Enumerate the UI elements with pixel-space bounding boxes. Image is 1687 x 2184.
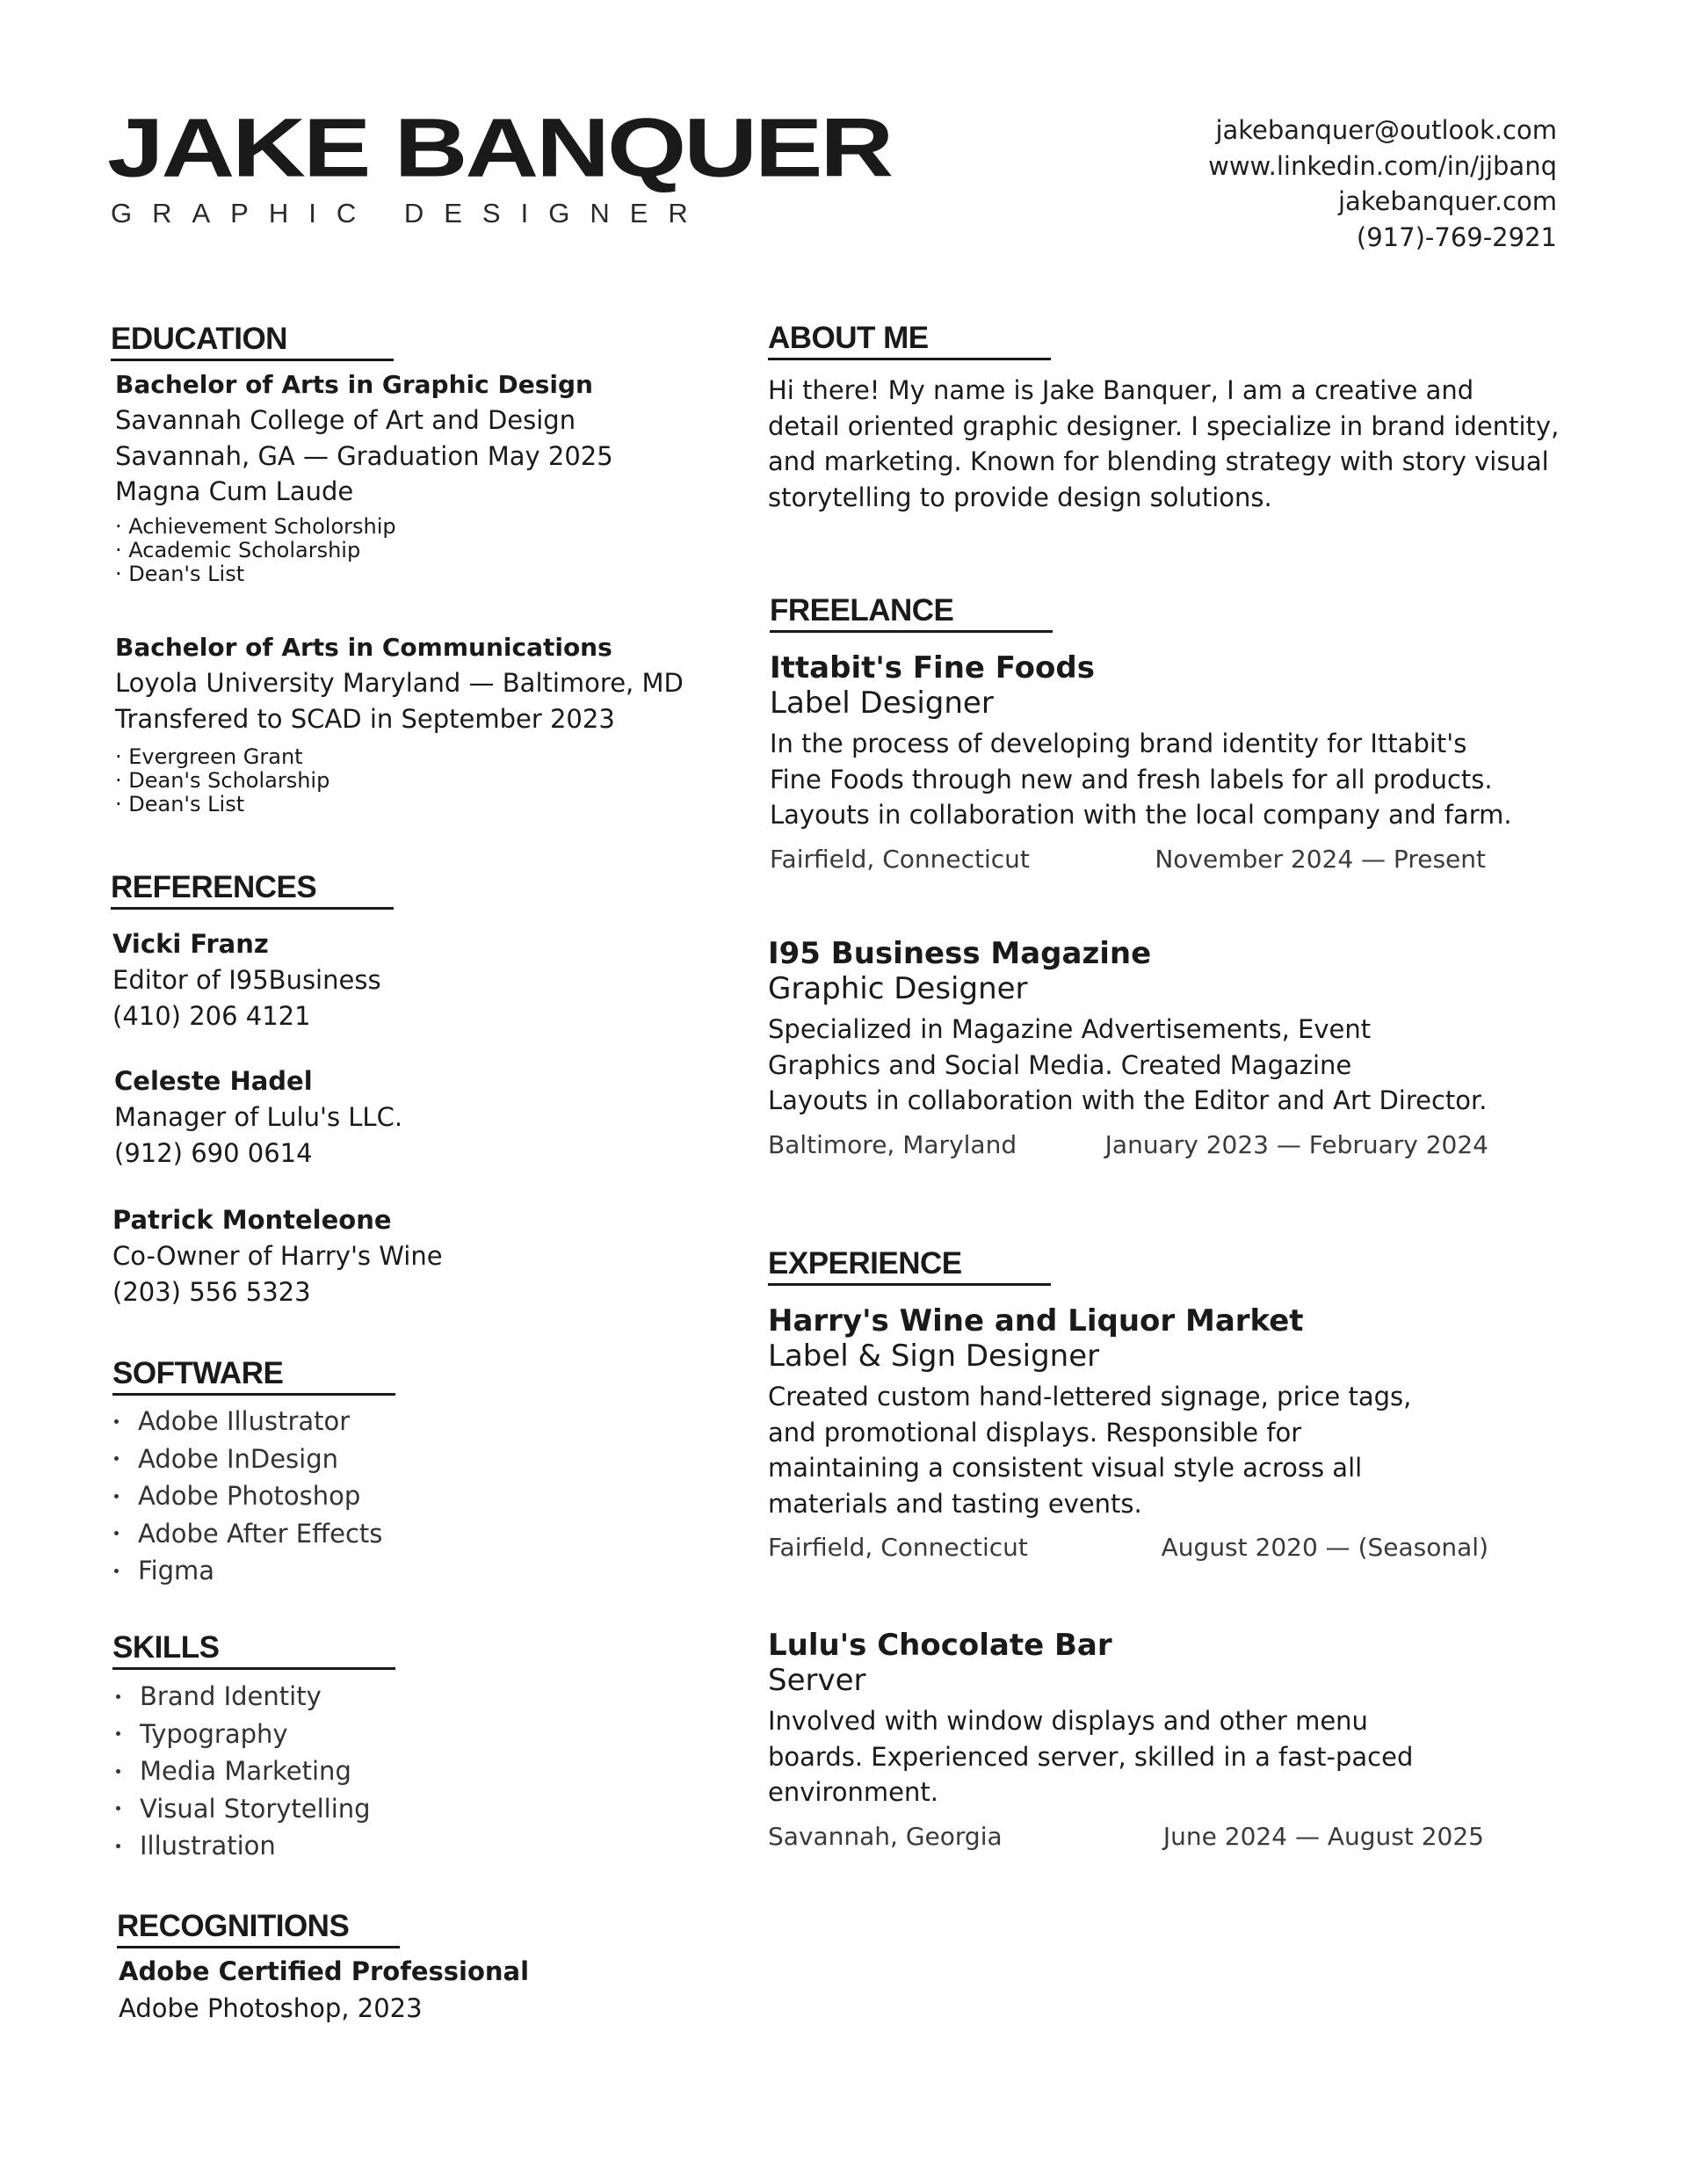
reference-entry	[114, 1063, 402, 1172]
job-description-line: Layouts in collaboration with the local company and farm.	[770, 800, 1512, 830]
list-item: Adobe After Effects	[111, 1515, 382, 1553]
list-item: Visual Storytelling	[112, 1790, 371, 1828]
honor-item: · Dean's Scholarship	[115, 768, 330, 793]
job-description-line: boards. Experienced server, skilled in a fast-paced	[768, 1741, 1414, 1772]
reference-phone: (203) 556 5323	[112, 1277, 311, 1307]
job-role: Server	[768, 1663, 866, 1698]
list-item: Adobe InDesign	[111, 1440, 382, 1478]
recognitions-heading: RECOGNITIONS	[117, 1909, 400, 1948]
job-description-line: Layouts in collaboration with the Editor and Art Director.	[768, 1085, 1488, 1115]
resume-name: JAKE BANQUER	[107, 100, 892, 194]
job-company: Harry's Wine and Liquor Market	[768, 1303, 1304, 1339]
reference-entry	[112, 1202, 443, 1310]
list-item: Brand Identity	[112, 1678, 371, 1716]
job-location: Fairfield, Connecticut	[768, 1533, 1028, 1562]
job-role: Label Designer	[770, 686, 994, 721]
job-description-line: In the process of developing brand identity for Ittabit's	[770, 729, 1467, 758]
degree-line: Loyola University Maryland — Baltimore, MD	[115, 668, 684, 698]
job-entry	[770, 650, 1512, 877]
skills-list	[112, 1678, 371, 1865]
about-heading: ABOUT ME	[768, 321, 1051, 360]
recognition-title: Adobe Certified Professional	[119, 1956, 530, 1986]
reference-role: Editor of I95Business	[112, 965, 381, 995]
degree-title: Bachelor of Arts in Communications	[115, 633, 612, 662]
bullet-icon	[116, 1769, 120, 1774]
job-meta	[768, 1128, 1488, 1163]
job-role: Graphic Designer	[768, 971, 1028, 1006]
contact-website[interactable]: jakebanquer.com	[1337, 186, 1557, 216]
list-item: Typography	[112, 1716, 371, 1753]
job-description-line: Fine Foods through new and fresh labels for all products.	[770, 764, 1493, 795]
degree-line: Savannah, GA — Graduation May 2025	[115, 440, 613, 471]
job-dates: August 2020 — (Seasonal)	[1161, 1533, 1488, 1562]
recognition-detail: Adobe Photoshop, 2023	[119, 1993, 423, 2023]
contact-block	[1208, 112, 1557, 255]
job-title: GRAPHIC DESIGNER	[111, 198, 708, 229]
honor-item: · Dean's List	[115, 792, 245, 816]
degree-line: Transfered to SCAD in September 2023	[115, 703, 615, 734]
about-line: detail oriented graphic designer. I specialize in brand identity,	[768, 410, 1560, 441]
honor-item: · Achievement Scholorship	[115, 513, 396, 539]
experience-heading: EXPERIENCE	[768, 1246, 1051, 1286]
software-list	[111, 1403, 382, 1590]
job-description-line: Created custom hand-lettered signage, price tags,	[768, 1382, 1412, 1411]
bullet-icon	[114, 1456, 119, 1461]
job-meta	[768, 1530, 1488, 1565]
job-dates: November 2024 — Present	[1155, 844, 1486, 874]
reference-phone: (410) 206 4121	[112, 1001, 311, 1031]
job-location: Savannah, Georgia	[768, 1821, 1003, 1851]
job-dates: January 2023 — February 2024	[1104, 1129, 1488, 1159]
job-location: Fairfield, Connecticut	[770, 844, 1030, 874]
list-item: Adobe Photoshop	[111, 1477, 382, 1515]
about-line: storytelling to provide design solutions.	[768, 482, 1272, 512]
job-description-line: Graphics and Social Media. Created Magazine	[768, 1049, 1352, 1080]
bullet-icon	[114, 1569, 119, 1573]
job-description-line: environment.	[768, 1777, 938, 1807]
reference-role: Co-Owner of Harry's Wine	[112, 1241, 443, 1271]
bullet-icon	[116, 1731, 120, 1736]
list-item: Media Marketing	[112, 1752, 371, 1790]
job-meta	[768, 1819, 1484, 1854]
reference-role: Manager of Lulu's LLC.	[114, 1102, 403, 1132]
bullet-icon	[116, 1844, 120, 1848]
job-description-line: maintaining a consistent visual style across all	[768, 1453, 1363, 1483]
reference-entry	[112, 926, 381, 1034]
contact-phone: (917)-769-2921	[1356, 221, 1557, 252]
job-role: Label & Sign Designer	[768, 1339, 1100, 1374]
job-description	[768, 1012, 1488, 1119]
reference-name: Celeste Hadel	[114, 1066, 313, 1096]
job-description-line: and promotional displays. Responsible for	[768, 1417, 1302, 1448]
bullet-icon	[116, 1694, 120, 1699]
list-item: Adobe Illustrator	[111, 1403, 382, 1440]
job-description	[768, 1703, 1484, 1810]
skills-heading: SKILLS	[112, 1630, 395, 1670]
education-heading: EDUCATION	[111, 322, 394, 361]
contact-email[interactable]: jakebanquer@outlook.com	[1215, 115, 1557, 145]
bullet-icon	[116, 1806, 120, 1810]
degree-line: Magna Cum Laude	[115, 476, 354, 506]
references-heading: REFERENCES	[111, 870, 394, 910]
education-entry	[115, 630, 684, 816]
bullet-icon	[114, 1531, 119, 1535]
honor-item: · Evergreen Grant	[115, 744, 303, 769]
job-dates: June 2024 — August 2025	[1162, 1821, 1484, 1851]
contact-linkedin[interactable]: www.linkedin.com/in/jjbanq	[1208, 150, 1557, 181]
list-item: Illustration	[112, 1827, 371, 1865]
honors-list	[115, 515, 613, 586]
honor-item: · Dean's List	[115, 561, 245, 586]
job-description-line: materials and tasting events.	[768, 1488, 1142, 1519]
job-company: Lulu's Chocolate Bar	[768, 1628, 1112, 1663]
about-text	[768, 373, 1560, 515]
software-heading: SOFTWARE	[112, 1356, 395, 1396]
degree-line: Savannah College of Art and Design	[115, 405, 576, 435]
degree-title: Bachelor of Arts in Graphic Design	[115, 370, 593, 399]
job-description	[768, 1379, 1488, 1521]
job-entry	[768, 936, 1488, 1163]
job-meta	[770, 842, 1486, 877]
freelance-heading: FREELANCE	[770, 593, 1053, 633]
honors-list	[115, 745, 684, 816]
reference-name: Patrick Monteleone	[112, 1205, 392, 1235]
job-company: Ittabit's Fine Foods	[770, 650, 1095, 686]
job-location: Baltimore, Maryland	[768, 1129, 1017, 1159]
job-company: I95 Business Magazine	[768, 936, 1152, 971]
job-description-line: Involved with window displays and other menu	[768, 1706, 1368, 1736]
bullet-icon	[114, 1494, 119, 1498]
education-entry	[115, 367, 613, 586]
job-entry	[768, 1628, 1484, 1854]
job-description	[770, 726, 1512, 833]
list-item: Figma	[111, 1552, 382, 1590]
bullet-icon	[114, 1419, 119, 1424]
job-description-line: Specialized in Magazine Advertisements, Event	[768, 1014, 1372, 1044]
job-entry	[768, 1303, 1488, 1565]
reference-name: Vicki Franz	[112, 929, 269, 959]
about-line: Hi there! My name is Jake Banquer, I am a creative and	[768, 375, 1474, 405]
honor-item: · Academic Scholarship	[115, 537, 361, 562]
recognition-entry	[119, 1953, 529, 2027]
reference-phone: (912) 690 0614	[114, 1138, 313, 1168]
about-line: and marketing. Known for blending strategy with story visual	[768, 446, 1549, 476]
